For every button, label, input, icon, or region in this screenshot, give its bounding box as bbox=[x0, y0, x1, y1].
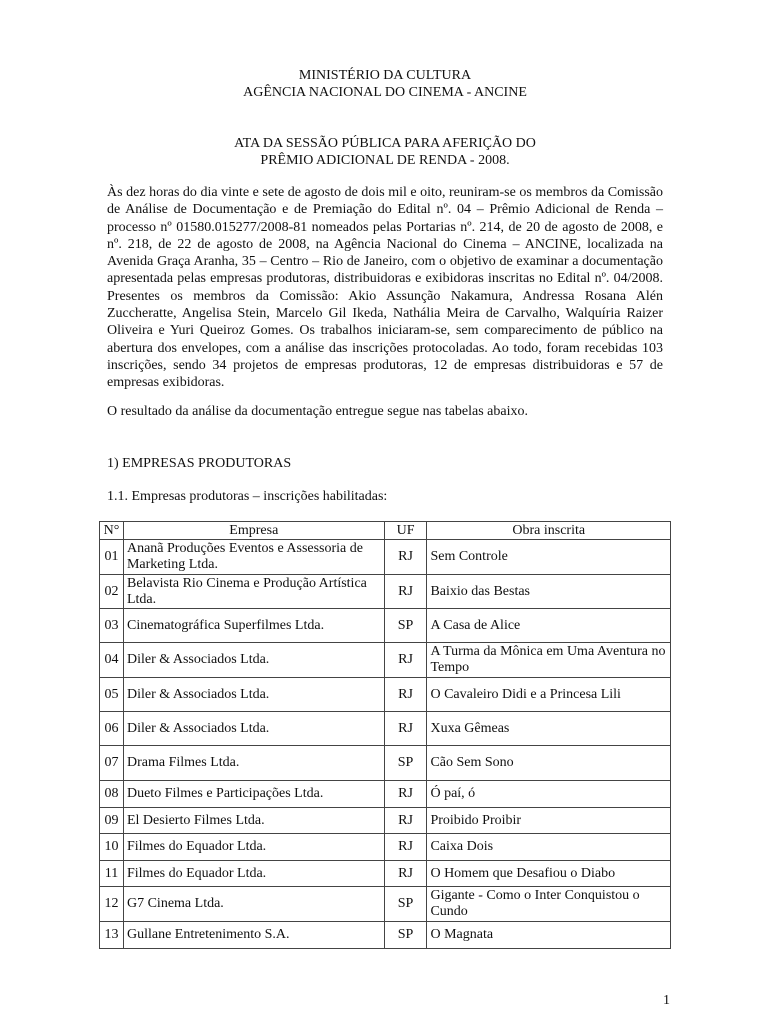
row-empresa: El Desierto Filmes Ltda. bbox=[123, 808, 384, 834]
row-empresa: Filmes do Equador Ltda. bbox=[123, 861, 384, 887]
row-empresa: Dueto Filmes e Participações Ltda. bbox=[123, 781, 384, 808]
table-row bbox=[100, 540, 671, 575]
row-uf: RJ bbox=[384, 540, 427, 575]
row-num: 01 bbox=[100, 540, 124, 575]
header-obra: Obra inscrita bbox=[427, 522, 671, 540]
page-number: 1 bbox=[663, 993, 670, 1008]
agency-name: AGÊNCIA NACIONAL DO CINEMA - ANCINE bbox=[243, 85, 527, 100]
row-num: 13 bbox=[100, 922, 124, 949]
table-row bbox=[100, 887, 671, 922]
row-num: 05 bbox=[100, 678, 124, 712]
row-empresa: Belavista Rio Cinema e Produção Artística Ltda. bbox=[123, 575, 384, 609]
row-num: 02 bbox=[100, 575, 124, 609]
row-empresa: G7 Cinema Ltda. bbox=[123, 887, 384, 922]
row-num: 08 bbox=[100, 781, 124, 808]
row-num: 03 bbox=[100, 609, 124, 643]
row-empresa: Diler & Associados Ltda. bbox=[123, 678, 384, 712]
row-uf: SP bbox=[384, 922, 427, 949]
table-row bbox=[100, 609, 671, 643]
title-line-2: PRÊMIO ADICIONAL DE RENDA - 2008. bbox=[260, 153, 510, 168]
row-uf: SP bbox=[384, 609, 427, 643]
header-num: N° bbox=[100, 522, 124, 540]
row-num: 12 bbox=[100, 887, 124, 922]
intro-paragraph: Às dez horas do dia vinte e sete de agosto de dois mil e oito, reuniram-se os membros da Comissão de Análise de Documentação e de Premiação do Edital nº. 04 – Prêmio Adicional de Renda – processo nº 01580.015277/2008-81 nomeados pelas Portarias nº. 214, de 20 de agosto de 2008, e nº. 218, de 22 de agosto de 2008, na Agência Nacional do Cinema – ANCINE, localizada na Avenida Graça Aranha, 35 – Centro – Rio de Janeiro, com o objetivo de examinar a documentação apresentada pelas empresas produtoras, distribuidoras e exibidoras inscritas no Edital nº. 04/2008. Presentes os membros da Comissão: Akio Assunção Nakamura, Andressa Rosana Alén Zuccheratte, Angelisa Stein, Marcelo Gil Ikeda, Nathália Meira de Carvalho, Walquíria Raizer Oliveira e Yuri Queiroz Gomes. Os trabalhos iniciaram-se, sem comparecimento de público na abertura dos envelopes, com a análise das inscrições protocoladas. Ao todo, foram recebidas 103 inscrições, sendo 34 projetos de empresas produtoras, 12 de empresas distribuidoras e 57 de empresas exibidoras. bbox=[107, 185, 663, 391]
row-num: 11 bbox=[100, 861, 124, 887]
ministry-name: MINISTÉRIO DA CULTURA bbox=[298, 68, 472, 83]
table-row bbox=[100, 712, 671, 746]
row-obra: Ó paí, ó bbox=[427, 781, 671, 808]
row-num: 10 bbox=[100, 834, 124, 861]
row-obra: Baixio das Bestas bbox=[427, 575, 671, 609]
row-obra: O Cavaleiro Didi e a Princesa Lili bbox=[427, 678, 671, 712]
table-row bbox=[100, 861, 671, 887]
row-obra: O Homem que Desafiou o Diabo bbox=[427, 861, 671, 887]
row-obra: Caixa Dois bbox=[427, 834, 671, 861]
section-title: 1) EMPRESAS PRODUTORAS bbox=[107, 456, 292, 471]
table-row bbox=[100, 678, 671, 712]
row-empresa: Drama Filmes Ltda. bbox=[123, 746, 384, 781]
table-row bbox=[100, 643, 671, 678]
row-empresa: Filmes do Equador Ltda. bbox=[123, 834, 384, 861]
row-obra: Xuxa Gêmeas bbox=[427, 712, 671, 746]
row-obra: Cão Sem Sono bbox=[427, 746, 671, 781]
document-title bbox=[0, 135, 770, 169]
row-obra: A Turma da Mônica em Uma Aventura no Tempo bbox=[427, 643, 671, 678]
row-obra: O Magnata bbox=[427, 922, 671, 949]
row-num: 07 bbox=[100, 746, 124, 781]
table-header-row bbox=[100, 522, 671, 540]
header-uf: UF bbox=[384, 522, 427, 540]
table-row bbox=[100, 781, 671, 808]
row-uf: RJ bbox=[384, 861, 427, 887]
row-uf: RJ bbox=[384, 575, 427, 609]
table-row bbox=[100, 575, 671, 609]
row-empresa: Diler & Associados Ltda. bbox=[123, 712, 384, 746]
row-num: 04 bbox=[100, 643, 124, 678]
row-uf: RJ bbox=[384, 834, 427, 861]
row-uf: SP bbox=[384, 887, 427, 922]
title-line-1: ATA DA SESSÃO PÚBLICA PARA AFERIÇÃO DO bbox=[234, 136, 536, 151]
table-row bbox=[100, 922, 671, 949]
document-header bbox=[0, 67, 770, 101]
result-paragraph: O resultado da análise da documentação entregue segue nas tabelas abaixo. bbox=[107, 404, 528, 419]
row-empresa: Cinematográfica Superfilmes Ltda. bbox=[123, 609, 384, 643]
row-uf: RJ bbox=[384, 808, 427, 834]
row-obra: A Casa de Alice bbox=[427, 609, 671, 643]
row-uf: RJ bbox=[384, 678, 427, 712]
row-obra: Gigante - Como o Inter Conquistou o Cundo bbox=[427, 887, 671, 922]
row-uf: RJ bbox=[384, 781, 427, 808]
table-row bbox=[100, 746, 671, 781]
table-row bbox=[100, 808, 671, 834]
producers-table bbox=[99, 521, 671, 949]
header-empresa: Empresa bbox=[123, 522, 384, 540]
row-obra: Proibido Proibir bbox=[427, 808, 671, 834]
row-empresa: Gullane Entretenimento S.A. bbox=[123, 922, 384, 949]
table-row bbox=[100, 834, 671, 861]
row-uf: SP bbox=[384, 746, 427, 781]
row-num: 06 bbox=[100, 712, 124, 746]
row-empresa: Diler & Associados Ltda. bbox=[123, 643, 384, 678]
row-uf: RJ bbox=[384, 712, 427, 746]
subsection-title: 1.1. Empresas produtoras – inscrições habilitadas: bbox=[107, 489, 388, 504]
row-obra: Sem Controle bbox=[427, 540, 671, 575]
row-uf: RJ bbox=[384, 643, 427, 678]
row-empresa: Ananã Produções Eventos e Assessoria de Marketing Ltda. bbox=[123, 540, 384, 575]
row-num: 09 bbox=[100, 808, 124, 834]
